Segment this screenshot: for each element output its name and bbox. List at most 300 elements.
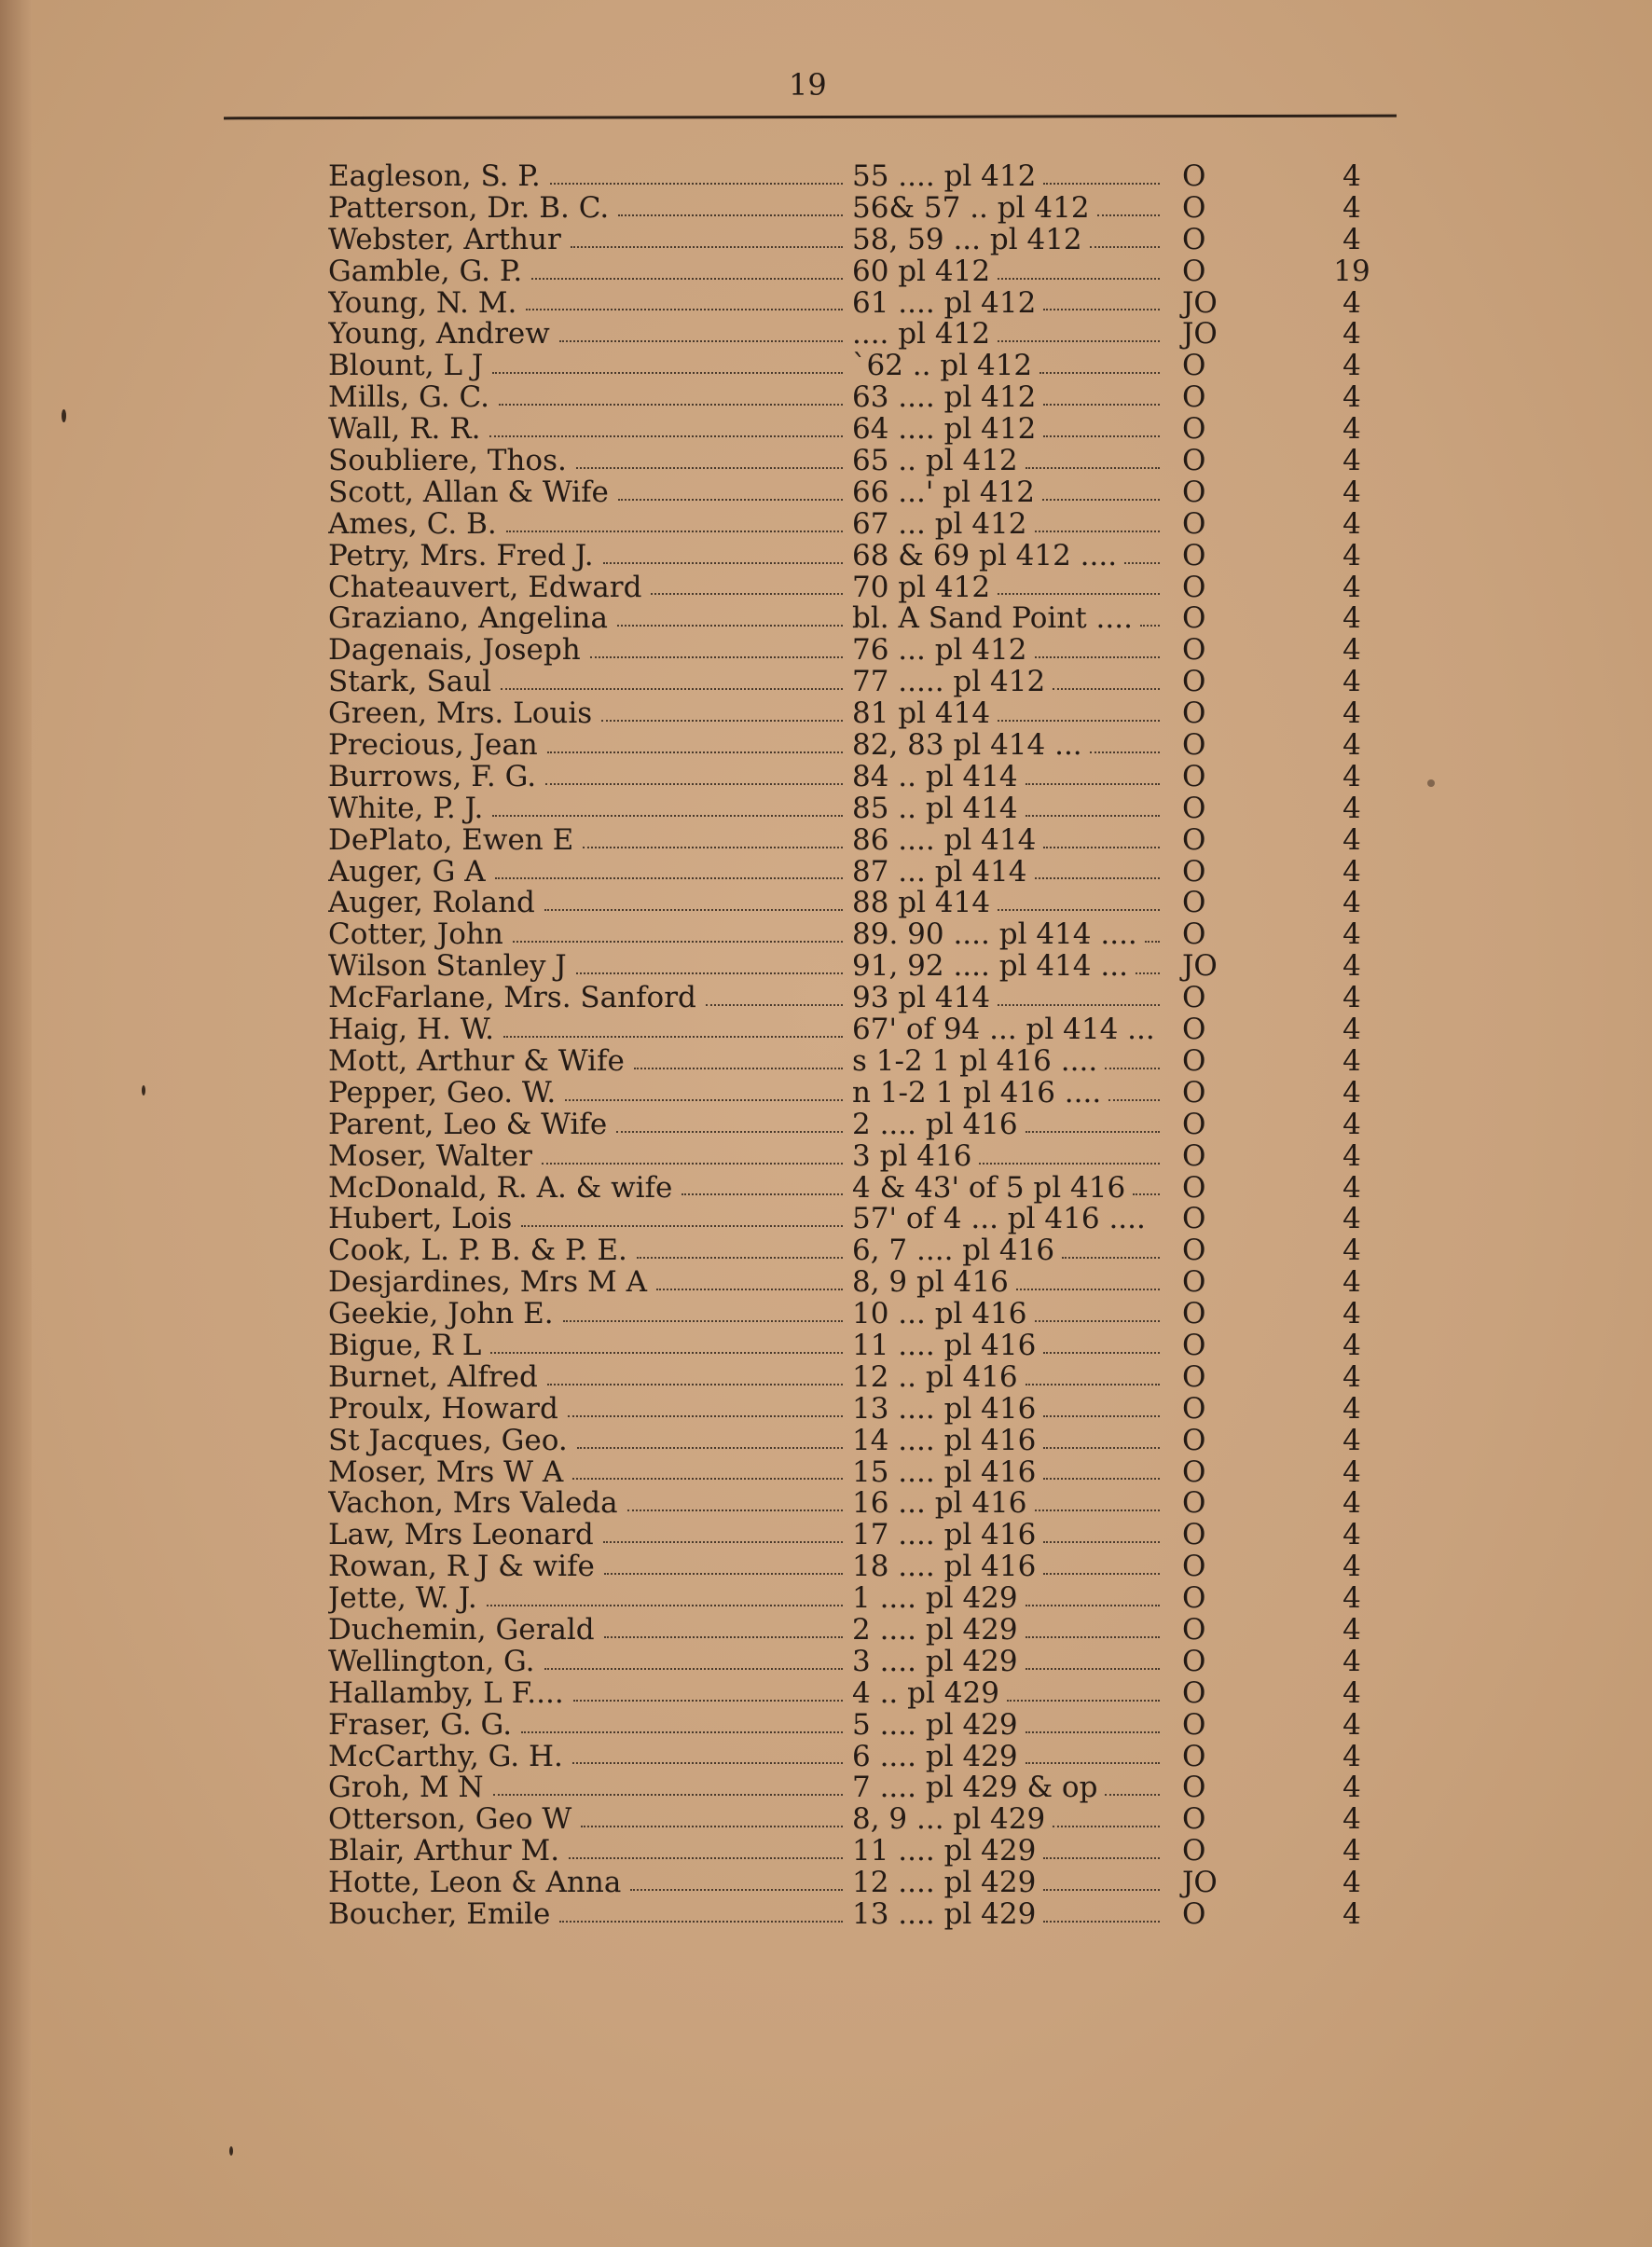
list-item bbox=[0, 538, 1652, 572]
owner-name-text: McCarthy, G. H. bbox=[328, 1741, 563, 1773]
class-number: 4 bbox=[1342, 285, 1361, 320]
class-number: 4 bbox=[1342, 917, 1361, 952]
occupancy-status: O bbox=[1182, 601, 1206, 636]
dot-leader bbox=[1042, 499, 1160, 501]
occupancy-status: O bbox=[1182, 1802, 1206, 1837]
owner-name-text: Otterson, Geo W bbox=[328, 1804, 572, 1837]
lot-description bbox=[852, 698, 1169, 730]
lot-description-text: 81 pl 414 bbox=[852, 698, 991, 731]
class-number: 4 bbox=[1342, 1265, 1361, 1300]
dot-leader bbox=[1016, 1289, 1160, 1290]
dot-leader bbox=[583, 847, 843, 848]
class-number: 4 bbox=[1342, 475, 1361, 509]
owner-name bbox=[328, 1772, 850, 1804]
occupancy-status: O bbox=[1182, 159, 1206, 193]
owner-name bbox=[328, 857, 850, 889]
class-number: 4 bbox=[1342, 665, 1361, 699]
list-item bbox=[0, 1804, 1652, 1836]
owner-name bbox=[328, 825, 850, 857]
dot-leader bbox=[489, 435, 843, 437]
lot-description bbox=[852, 1299, 1169, 1330]
owner-name-text: Hubert, Lois bbox=[328, 1204, 513, 1236]
lot-description-text: 58, 59 ... pl 412 bbox=[852, 224, 1082, 256]
dot-leader bbox=[1035, 531, 1161, 532]
dot-leader bbox=[490, 1352, 843, 1354]
occupancy-status: O bbox=[1182, 1896, 1206, 1931]
dot-leader bbox=[634, 1068, 843, 1069]
dot-leader bbox=[1043, 1352, 1160, 1354]
class-number: 4 bbox=[1342, 444, 1361, 478]
occupancy-status: O bbox=[1182, 917, 1206, 952]
owner-name-text: Cotter, John bbox=[328, 919, 503, 952]
lot-description-text: 93 pl 414 bbox=[852, 983, 991, 1015]
dot-leader bbox=[559, 1921, 843, 1923]
dot-leader bbox=[1145, 941, 1160, 943]
lot-description bbox=[852, 919, 1169, 951]
lot-description-text: 10 ... pl 416 bbox=[852, 1299, 1027, 1330]
lot-description-text: 60 pl 412 bbox=[852, 255, 991, 288]
dot-leader bbox=[521, 1731, 843, 1733]
lot-description-text: 63 .... pl 412 bbox=[852, 382, 1037, 415]
owner-name-text: Parent, Leo & Wife bbox=[328, 1109, 608, 1141]
owner-name-text: DePlato, Ewen E bbox=[328, 824, 574, 857]
lot-description-text: 88 pl 414 bbox=[852, 888, 991, 920]
list-item bbox=[0, 446, 1652, 477]
owner-name bbox=[328, 319, 850, 351]
lot-description-text: 91, 92 .... pl 414 ... bbox=[852, 951, 1128, 984]
lot-description-text: 12 .. pl 416 bbox=[852, 1361, 1018, 1394]
class-number: 4 bbox=[1342, 349, 1361, 383]
lot-description-text: 3 pl 416 bbox=[852, 1140, 972, 1173]
dot-leader bbox=[571, 246, 843, 248]
occupancy-status: O bbox=[1182, 854, 1206, 889]
list-item bbox=[0, 414, 1652, 446]
owner-name bbox=[328, 477, 850, 509]
lot-description-text: 12 .... pl 429 bbox=[852, 1868, 1037, 1899]
owner-name-text: Auger, G A bbox=[328, 856, 486, 889]
lot-description bbox=[852, 1330, 1169, 1362]
owner-name bbox=[328, 1362, 850, 1394]
lot-description-text: 76 ... pl 412 bbox=[852, 635, 1027, 668]
owner-name-text: Hallamby, L F.... bbox=[328, 1677, 564, 1710]
lot-description bbox=[852, 1362, 1169, 1394]
list-item bbox=[0, 1204, 1652, 1235]
dot-leader bbox=[617, 625, 843, 627]
lot-description-text: 7 .... pl 429 & op bbox=[852, 1772, 1098, 1805]
owner-name-text: Stark, Saul bbox=[328, 667, 492, 699]
lot-description-text: 61 .... pl 412 bbox=[852, 287, 1037, 320]
owner-name bbox=[328, 225, 850, 256]
dot-leader bbox=[1026, 783, 1160, 785]
dot-leader bbox=[501, 688, 843, 690]
owner-name bbox=[328, 1615, 850, 1647]
dot-leader bbox=[998, 720, 1160, 722]
list-item bbox=[0, 667, 1652, 698]
occupancy-status: O bbox=[1182, 1771, 1206, 1805]
owner-name-text: Auger, Roland bbox=[328, 888, 535, 920]
lot-description bbox=[852, 1678, 1169, 1710]
class-number: 4 bbox=[1342, 1043, 1361, 1078]
lot-description-text: 89. 90 .... pl 414 .... bbox=[852, 919, 1137, 952]
lot-description-text: `62 .. pl 412 bbox=[852, 351, 1033, 383]
lot-description bbox=[852, 951, 1169, 983]
owner-name bbox=[328, 1426, 850, 1457]
owner-name-text: Duchemin, Gerald bbox=[328, 1614, 595, 1647]
page-number: 19 bbox=[789, 67, 827, 103]
owner-name-text: White, P. J. bbox=[328, 793, 484, 825]
dot-leader bbox=[550, 183, 843, 185]
owner-name bbox=[328, 1394, 850, 1426]
paper-speck bbox=[62, 409, 66, 422]
owner-name-text: Bigue, R L bbox=[328, 1330, 482, 1362]
property-owner-list bbox=[0, 161, 1652, 1931]
occupancy-status: O bbox=[1182, 1486, 1206, 1521]
lot-description-text: 6, 7 .... pl 416 bbox=[852, 1235, 1055, 1268]
dot-leader bbox=[627, 1509, 843, 1511]
list-item bbox=[0, 1267, 1652, 1299]
list-item bbox=[0, 1707, 1652, 1742]
occupancy-status: O bbox=[1182, 1234, 1206, 1268]
list-item bbox=[0, 1520, 1652, 1551]
occupancy-status: O bbox=[1182, 1675, 1206, 1710]
dot-leader bbox=[492, 815, 843, 817]
dot-leader bbox=[565, 1099, 843, 1101]
occupancy-status: O bbox=[1182, 475, 1206, 509]
owner-name-text: Mott, Arthur & Wife bbox=[328, 1045, 625, 1078]
class-number: 4 bbox=[1342, 1802, 1361, 1837]
lot-description bbox=[852, 1899, 1169, 1931]
lot-description-text: 14 .... pl 416 bbox=[852, 1425, 1037, 1457]
lot-description-text: 68 & 69 pl 412 .... bbox=[852, 540, 1118, 572]
owner-name bbox=[328, 1804, 850, 1836]
class-number: 4 bbox=[1342, 1013, 1361, 1047]
dot-leader bbox=[495, 877, 843, 879]
dot-leader bbox=[547, 751, 843, 753]
owner-name-text: Vachon, Mrs Valeda bbox=[328, 1488, 618, 1521]
class-number: 4 bbox=[1342, 506, 1361, 541]
owner-name bbox=[328, 1457, 850, 1489]
dot-leader bbox=[1035, 1509, 1161, 1511]
lot-description-text: .... pl 412 bbox=[852, 319, 991, 352]
dot-leader bbox=[1043, 1447, 1160, 1449]
owner-name bbox=[328, 1267, 850, 1299]
class-number: 4 bbox=[1342, 633, 1361, 668]
occupancy-status: O bbox=[1182, 190, 1206, 225]
list-item bbox=[0, 382, 1652, 414]
owner-name bbox=[328, 509, 850, 541]
owner-name-text: Chateauvert, Edward bbox=[328, 572, 642, 604]
lot-description bbox=[852, 225, 1169, 256]
dot-leader bbox=[1043, 1857, 1160, 1859]
class-number: 4 bbox=[1342, 380, 1361, 415]
list-item bbox=[0, 1170, 1652, 1205]
lot-description-text: 5 .... pl 429 bbox=[852, 1709, 1018, 1742]
lot-description bbox=[852, 572, 1169, 604]
dot-leader bbox=[998, 593, 1160, 595]
dot-leader bbox=[506, 531, 843, 532]
list-item bbox=[0, 730, 1652, 762]
owner-name bbox=[328, 446, 850, 477]
owner-name bbox=[328, 351, 850, 382]
list-item bbox=[0, 1454, 1652, 1489]
dot-leader bbox=[1043, 183, 1160, 185]
lot-description-text: 64 .... pl 412 bbox=[852, 414, 1037, 447]
lot-description-text: 77 ..... pl 412 bbox=[852, 667, 1046, 699]
owner-name bbox=[328, 1742, 850, 1773]
owner-name-text: Moser, Mrs W A bbox=[328, 1456, 564, 1489]
class-number: 4 bbox=[1342, 1550, 1361, 1584]
occupancy-status: O bbox=[1182, 1454, 1206, 1489]
lot-description bbox=[852, 1204, 1169, 1235]
lot-description bbox=[852, 635, 1169, 667]
dot-leader bbox=[1053, 1826, 1160, 1827]
dot-leader bbox=[1043, 1889, 1160, 1891]
dot-leader bbox=[651, 593, 843, 595]
occupancy-status: O bbox=[1182, 1518, 1206, 1552]
lot-description bbox=[852, 857, 1169, 889]
owner-name bbox=[328, 1678, 850, 1710]
list-item bbox=[0, 1772, 1652, 1804]
owner-name-text: Young, N. M. bbox=[328, 287, 517, 320]
list-item bbox=[0, 1868, 1652, 1899]
owner-name bbox=[328, 635, 850, 667]
list-item bbox=[0, 1612, 1652, 1647]
list-item bbox=[0, 572, 1652, 604]
lot-description-text: 82, 83 pl 414 ... bbox=[852, 730, 1082, 762]
owner-name bbox=[328, 1046, 850, 1078]
dot-leader bbox=[1026, 467, 1160, 469]
owner-name bbox=[328, 541, 850, 572]
dot-leader bbox=[1026, 1384, 1160, 1385]
lot-description bbox=[852, 1046, 1169, 1078]
occupancy-status: O bbox=[1182, 886, 1206, 920]
list-item bbox=[0, 635, 1652, 667]
lot-description-text: 70 pl 412 bbox=[852, 572, 991, 604]
owner-name bbox=[328, 1710, 850, 1742]
lot-description bbox=[852, 762, 1169, 793]
class-number: 4 bbox=[1342, 1391, 1361, 1426]
lot-description bbox=[852, 1173, 1169, 1205]
occupancy-status: O bbox=[1182, 1581, 1206, 1616]
lot-description bbox=[852, 382, 1169, 414]
dot-leader bbox=[1108, 1099, 1160, 1101]
list-item bbox=[0, 888, 1652, 919]
lot-description-text: 65 .. pl 412 bbox=[852, 446, 1018, 477]
dot-leader bbox=[1043, 435, 1160, 437]
lot-description-text: 56& 57 .. pl 412 bbox=[852, 192, 1090, 225]
dot-leader bbox=[531, 278, 843, 280]
lot-description-text: 16 ... pl 416 bbox=[852, 1488, 1027, 1521]
owner-name-text: Moser, Walter bbox=[328, 1140, 532, 1173]
lot-description bbox=[852, 667, 1169, 698]
lot-description bbox=[852, 730, 1169, 762]
owner-name bbox=[328, 603, 850, 635]
dot-leader bbox=[998, 909, 1160, 911]
owner-name-text: Webster, Arthur bbox=[328, 224, 561, 256]
owner-name bbox=[328, 983, 850, 1014]
lot-description-text: 67 ... pl 412 bbox=[852, 508, 1027, 541]
occupancy-status: O bbox=[1182, 1612, 1206, 1647]
dot-leader bbox=[1026, 1605, 1160, 1606]
lot-description-text: 85 .. pl 414 bbox=[852, 793, 1018, 825]
owner-name-text: Graziano, Angelina bbox=[328, 603, 608, 636]
lot-description bbox=[852, 1110, 1169, 1141]
owner-name-text: Geekie, John E. bbox=[328, 1299, 554, 1330]
lot-description-text: 87 ... pl 414 bbox=[852, 856, 1027, 889]
occupancy-status: O bbox=[1182, 791, 1206, 825]
occupancy-status: O bbox=[1182, 1359, 1206, 1394]
dot-leader bbox=[1043, 309, 1160, 310]
list-item bbox=[0, 1043, 1652, 1078]
dot-leader bbox=[577, 1447, 843, 1449]
occupancy-status: O bbox=[1182, 1043, 1206, 1078]
class-number: 4 bbox=[1342, 1423, 1361, 1457]
class-number: 4 bbox=[1342, 317, 1361, 352]
lot-description bbox=[852, 1647, 1169, 1678]
class-number: 4 bbox=[1342, 538, 1361, 572]
dot-leader bbox=[544, 909, 843, 911]
owner-name-text: McDonald, R. A. & wife bbox=[328, 1172, 673, 1205]
class-number: 4 bbox=[1342, 1454, 1361, 1489]
dot-leader bbox=[1140, 625, 1160, 627]
owner-name-text: Petry, Mrs. Fred J. bbox=[328, 540, 594, 572]
owner-name-text: Blair, Arthur M. bbox=[328, 1836, 560, 1868]
list-item bbox=[0, 285, 1652, 320]
class-number: 4 bbox=[1342, 1896, 1361, 1931]
occupancy-status: O bbox=[1182, 981, 1206, 1015]
lot-description bbox=[852, 888, 1169, 919]
dot-leader bbox=[1124, 562, 1160, 564]
dot-leader bbox=[1053, 688, 1160, 690]
lot-description bbox=[852, 1710, 1169, 1742]
list-item bbox=[0, 161, 1652, 193]
occupancy-status: O bbox=[1182, 1138, 1206, 1173]
occupancy-status: O bbox=[1182, 506, 1206, 541]
list-item bbox=[0, 351, 1652, 382]
dot-leader bbox=[656, 1289, 843, 1290]
dot-leader bbox=[1043, 404, 1160, 406]
lot-description bbox=[852, 1488, 1169, 1520]
occupancy-status: O bbox=[1182, 1013, 1206, 1047]
list-item bbox=[0, 1330, 1652, 1362]
owner-name-text: Scott, Allan & Wife bbox=[328, 476, 609, 509]
dot-leader bbox=[603, 1541, 843, 1543]
lot-description-text: 2 .... pl 429 bbox=[852, 1614, 1018, 1647]
owner-name-text: Cook, L. P. B. & P. E. bbox=[328, 1235, 627, 1268]
owner-name-text: Boucher, Emile bbox=[328, 1898, 551, 1931]
class-number: 4 bbox=[1342, 1075, 1361, 1110]
dot-leader bbox=[499, 404, 843, 406]
owner-name-text: Wilson Stanley J bbox=[328, 951, 567, 984]
list-item bbox=[0, 1739, 1652, 1773]
class-number: 4 bbox=[1342, 759, 1361, 793]
occupancy-status: O bbox=[1182, 1423, 1206, 1457]
list-item bbox=[0, 1488, 1652, 1520]
dot-leader bbox=[998, 1004, 1160, 1006]
class-number: 19 bbox=[1333, 254, 1370, 288]
owner-name bbox=[328, 1330, 850, 1362]
dot-leader bbox=[601, 720, 843, 722]
owner-name-text: Eagleson, S. P. bbox=[328, 161, 541, 193]
occupancy-status: O bbox=[1182, 1328, 1206, 1362]
dot-leader bbox=[545, 783, 843, 785]
lot-description bbox=[852, 446, 1169, 477]
lot-description bbox=[852, 477, 1169, 509]
dot-leader bbox=[1097, 214, 1160, 216]
owner-name bbox=[328, 414, 850, 446]
dot-leader bbox=[547, 1384, 843, 1385]
dot-leader bbox=[1026, 1636, 1160, 1638]
lot-description-text: 2 .... pl 416 bbox=[852, 1109, 1018, 1141]
list-item bbox=[0, 506, 1652, 541]
owner-name-text: Burrows, F. G. bbox=[328, 761, 537, 793]
dot-leader bbox=[526, 309, 843, 310]
owner-name-text: Law, Mrs Leonard bbox=[328, 1520, 594, 1552]
owner-name-text: Patterson, Dr. B. C. bbox=[328, 192, 610, 225]
lot-description-text: 11 .... pl 429 bbox=[852, 1836, 1037, 1868]
owner-name bbox=[328, 1299, 850, 1330]
dot-leader bbox=[618, 214, 843, 216]
owner-name-text: Mills, G. C. bbox=[328, 382, 489, 415]
lot-description-text: 55 .... pl 412 bbox=[852, 161, 1037, 193]
owner-name bbox=[328, 161, 850, 193]
dot-leader bbox=[618, 499, 843, 501]
owner-name-text: Precious, Jean bbox=[328, 730, 538, 762]
dot-leader bbox=[513, 941, 843, 943]
occupancy-status: O bbox=[1182, 759, 1206, 793]
class-number: 4 bbox=[1342, 854, 1361, 889]
lot-description bbox=[852, 1520, 1169, 1551]
dot-leader bbox=[604, 1573, 843, 1575]
owner-name bbox=[328, 288, 850, 320]
class-number: 4 bbox=[1342, 886, 1361, 920]
owner-name-text: Groh, M N bbox=[328, 1772, 484, 1805]
dot-leader bbox=[563, 1320, 843, 1322]
owner-name bbox=[328, 762, 850, 793]
lot-description bbox=[852, 1836, 1169, 1868]
class-number: 4 bbox=[1342, 1234, 1361, 1268]
dot-leader bbox=[681, 1193, 843, 1195]
dot-leader bbox=[1026, 1131, 1160, 1133]
class-number: 4 bbox=[1342, 1771, 1361, 1805]
class-number: 4 bbox=[1342, 696, 1361, 731]
owner-name-text: Jette, W. J. bbox=[328, 1583, 477, 1615]
header-rule bbox=[224, 115, 1397, 120]
class-number: 4 bbox=[1342, 981, 1361, 1015]
class-number: 4 bbox=[1342, 1834, 1361, 1868]
owner-name-text: Green, Mrs. Louis bbox=[328, 698, 593, 731]
dot-leader bbox=[1035, 877, 1161, 879]
lot-description bbox=[852, 1615, 1169, 1647]
list-item bbox=[0, 1138, 1652, 1173]
list-item bbox=[0, 190, 1652, 225]
lot-description bbox=[852, 414, 1169, 446]
dot-leader bbox=[1043, 1415, 1160, 1417]
owner-name-text: Desjardines, Mrs M A bbox=[328, 1267, 648, 1300]
dot-leader bbox=[603, 562, 843, 564]
class-number: 4 bbox=[1342, 791, 1361, 825]
list-item bbox=[0, 1423, 1652, 1457]
owner-name bbox=[328, 1488, 850, 1520]
lot-description-text: 8, 9 ... pl 429 bbox=[852, 1804, 1046, 1837]
class-number: 4 bbox=[1342, 822, 1361, 857]
dot-leader bbox=[616, 1131, 843, 1133]
lot-description bbox=[852, 1457, 1169, 1489]
list-item bbox=[0, 1644, 1652, 1678]
class-number: 4 bbox=[1342, 222, 1361, 256]
dot-leader bbox=[1035, 1320, 1161, 1322]
owner-name-text: Ames, C. B. bbox=[328, 508, 497, 541]
